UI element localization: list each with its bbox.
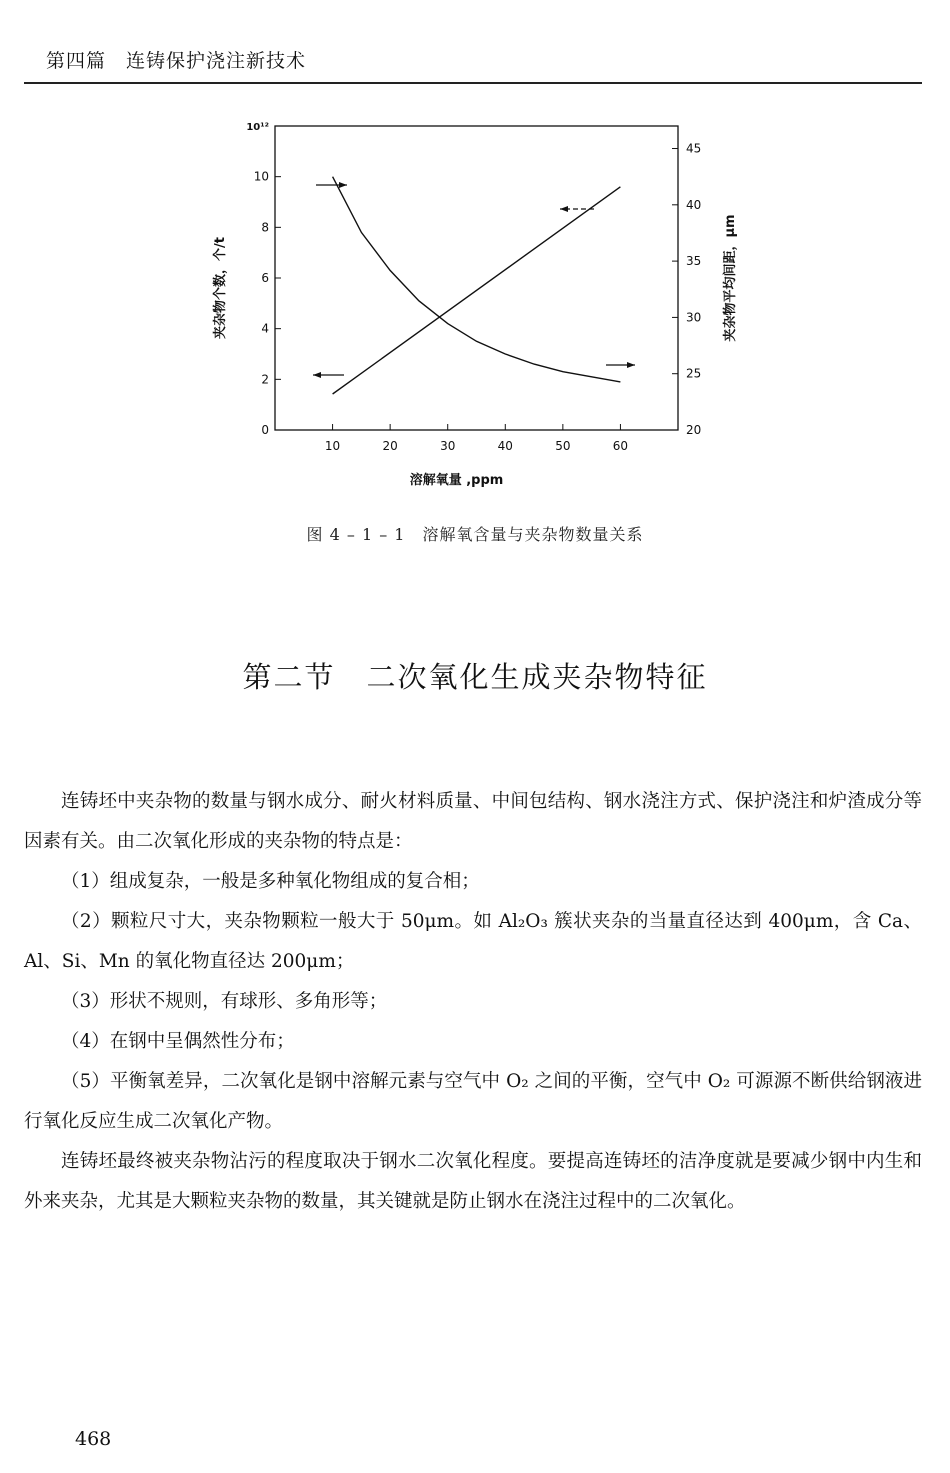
paragraph-item-2: （2）颗粒尺寸大，夹杂物颗粒一般大于 50μm。如 Al₂O₃ 簇状夹杂的当量直径达到 400μm，含 Ca、Al、Si、Mn 的氧化物直径达 200μm； xyxy=(24,911,922,972)
y-left-tick-label: 6 xyxy=(261,271,269,285)
y-right-axis-title: 夹杂物平均间距，μm xyxy=(723,214,738,342)
y-right-tick-label: 20 xyxy=(686,423,702,437)
paragraph-item-3: （3）形状不规则，有球形、多角形等； xyxy=(61,991,388,1012)
y-right-tick-label: 40 xyxy=(686,197,702,212)
paragraph-conclusion: 连铸坯最终被夹杂物沾污的程度取决于钢水二次氧化程度。要提高连铸坯的洁净度就是要减少钢中内生和外来夹杂，尤其是大颗粒夹杂物的数量，其关键就是防止钢水在浇注过程中的二次氧化。 xyxy=(24,1151,922,1212)
y-left-tick-label: 4 xyxy=(261,321,269,336)
y-left-axis-title: 夹杂物个数，个/t xyxy=(213,237,228,339)
figure xyxy=(190,110,770,500)
page-number: 468 xyxy=(75,1428,112,1450)
paragraph-intro: 连铸坯中夹杂物的数量与钢水成分、耐火材料质量、中间包结构、钢水浇注方式、保护浇注和炉渣成分等因素有关。由二次氧化形成的夹杂物的特点是： xyxy=(24,791,922,852)
series-line-1 xyxy=(333,177,621,382)
y-left-tick-label: 10 xyxy=(253,169,269,184)
y-left-tick-label: 0 xyxy=(261,423,269,437)
x-tick-label: 40 xyxy=(497,439,513,453)
arrow-right-line-indicator-head xyxy=(560,206,568,212)
y-left-scale-label: 10¹² xyxy=(246,122,269,133)
arrow-right-line-indicator-lower-head xyxy=(313,372,321,378)
x-tick-label: 60 xyxy=(612,439,629,453)
x-tick-label: 50 xyxy=(555,439,571,453)
dual-axis-chart xyxy=(190,110,770,500)
running-header-title: 第四篇 连铸保护浇注新技术 xyxy=(46,50,307,72)
y-right-tick-label: 45 xyxy=(686,141,702,156)
paragraph-item-1: （1）组成复杂，一般是多种氧化物组成的复合相； xyxy=(61,871,480,892)
running-header xyxy=(24,42,922,84)
x-tick-label: 20 xyxy=(382,439,398,453)
y-right-tick-label: 35 xyxy=(686,254,702,269)
arrow-left-curve-indicator-lower-head xyxy=(627,362,635,368)
paragraph-item-4: （4）在钢中呈偶然性分布； xyxy=(61,1031,295,1052)
x-tick-label: 10 xyxy=(324,439,341,453)
paragraph-item-5: （5）平衡氧差异，二次氧化是钢中溶解元素与空气中 O₂ 之间的平衡，空气中 O₂ 可源源不断供给钢液进行氧化反应生成二次氧化产物。 xyxy=(24,1071,922,1132)
y-left-tick-label: 8 xyxy=(261,220,269,235)
y-right-tick-label: 30 xyxy=(686,310,702,325)
x-axis-title: 溶解氧量 ,ppm xyxy=(409,473,504,488)
plot-frame xyxy=(275,126,678,430)
y-right-tick-label: 25 xyxy=(686,366,702,381)
body-text xyxy=(24,782,922,1222)
series-line-2 xyxy=(333,187,621,394)
figure-caption: 图 4 – 1 – 1 溶解氧含量与夹杂物数量关系 xyxy=(306,525,644,544)
arrow-left-curve-indicator-head xyxy=(339,182,347,188)
y-left-tick-label: 2 xyxy=(261,372,269,387)
section-title: 第二节 二次氧化生成夹杂物特征 xyxy=(242,660,708,694)
x-tick-label: 30 xyxy=(440,439,456,453)
